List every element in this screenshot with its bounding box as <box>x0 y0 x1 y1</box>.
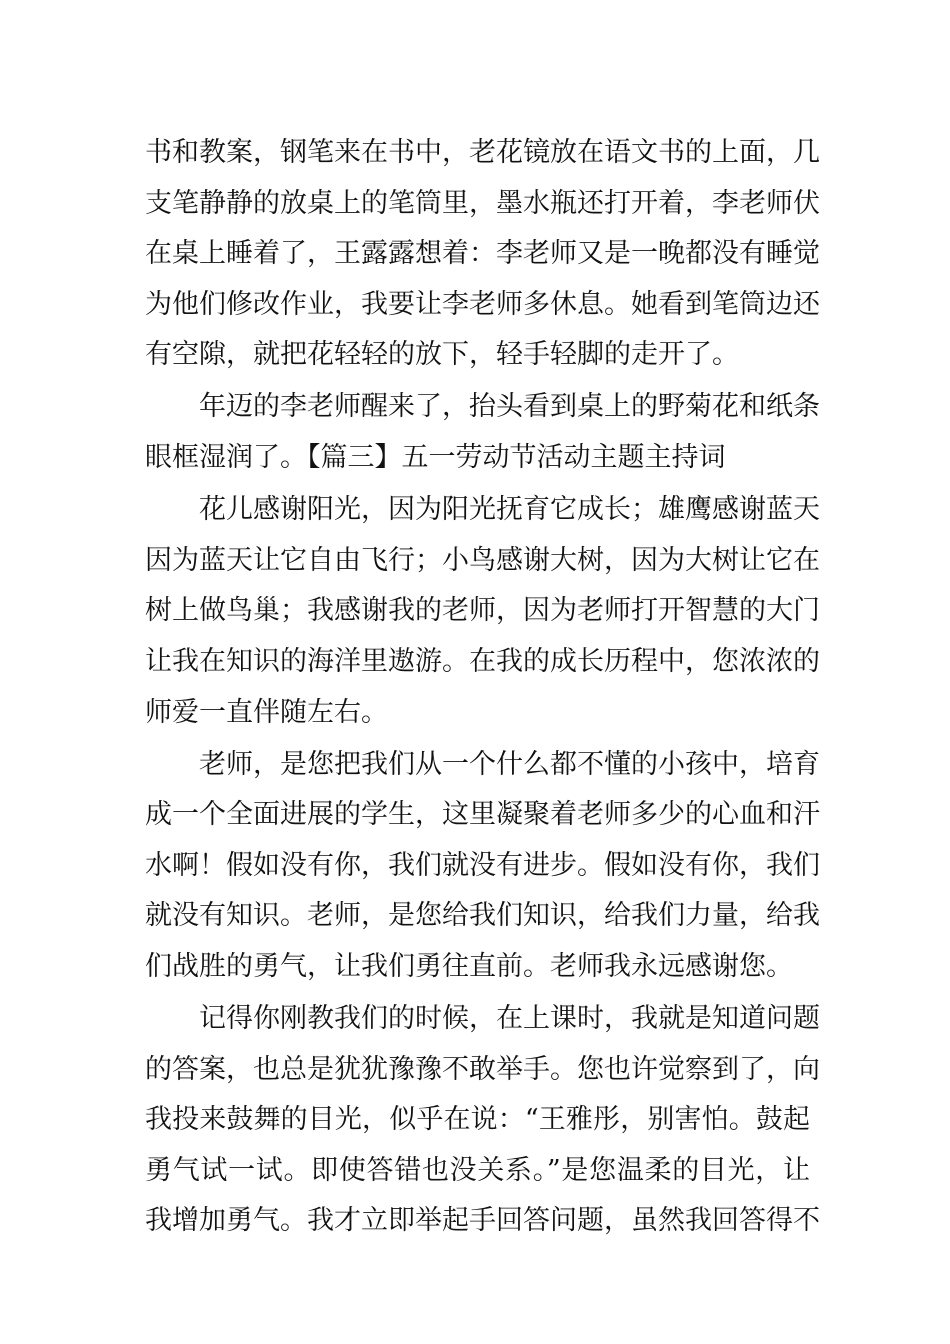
paragraph-2 <box>145 382 820 483</box>
text-line: 我增加勇气。我才立即举起手回答问题，虽然我回答得不 <box>145 1205 820 1237</box>
paragraph-5 <box>145 994 820 1247</box>
text-line: 就没有知识。老师，是您给我们知识，给我们力量，给我 <box>145 900 820 932</box>
text-line: 为他们修改作业，我要让李老师多休息。她看到笔筒边还 <box>145 288 820 320</box>
text-line: 书和教案，钢笔来在书中，老花镜放在语文书的上面，几 <box>145 137 820 168</box>
text-line: 成一个全面进展的学生，这里凝聚着老师多少的心血和汗 <box>145 799 820 831</box>
paragraph-1 <box>145 128 820 381</box>
text-line: 老师，是您把我们从一个什么都不懂的小孩中，培育 <box>199 748 820 780</box>
text-line: 在桌上睡着了，王露露想着：李老师又是一晚都没有睡觉 <box>145 238 820 270</box>
document-body <box>145 128 820 1247</box>
text-line: 记得你刚教我们的时候，在上课时，我就是知道问题 <box>199 1003 820 1035</box>
text-line: 我投来鼓舞的目光，似乎在说：“王雅彤，别害怕。鼓起 <box>145 1104 810 1136</box>
paragraph-3 <box>145 485 820 738</box>
text-line: 让我在知识的海洋里遨游。在我的成长历程中，您浓浓的 <box>145 645 820 677</box>
text-line: 眼框湿润了。【篇三】五一劳动节活动主题主持词 <box>145 442 726 474</box>
text-line: 年迈的李老师醒来了，抬头看到桌上的野菊花和纸条 <box>199 391 820 423</box>
text-line: 们战胜的勇气，让我们勇往直前。老师我永远感谢您。 <box>145 951 793 982</box>
paragraph-4 <box>145 740 820 993</box>
text-line: 师爱一直伴随左右。 <box>145 696 388 728</box>
text-line: 因为蓝天让它自由飞行；小鸟感谢大树，因为大树让它在 <box>145 544 820 576</box>
text-line: 水啊！假如没有你，我们就没有进步。假如没有你，我们 <box>145 849 820 881</box>
text-line: 有空隙，就把花轻轻的放下，轻手轻脚的走开了。 <box>145 339 739 371</box>
text-line: 勇气试一试。即使答错也没关系。”是您温柔的目光，让 <box>145 1154 810 1186</box>
text-line: 树上做鸟巢；我感谢我的老师，因为老师打开智慧的大门 <box>145 595 820 627</box>
text-line: 支笔静静的放桌上的笔筒里，墨水瓶还打开着，李老师伏 <box>145 187 820 219</box>
text-line: 的答案，也总是犹犹豫豫不敢举手。您也许觉察到了，向 <box>145 1053 820 1085</box>
text-line: 花儿感谢阳光，因为阳光抚育它成长；雄鹰感谢蓝天 <box>199 494 820 526</box>
